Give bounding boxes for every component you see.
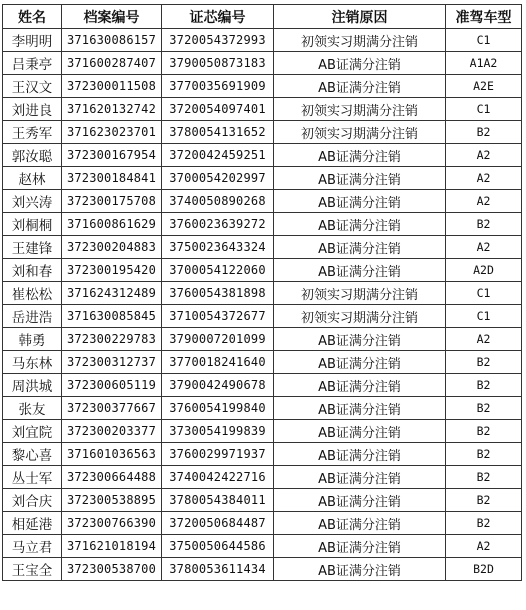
- cell-cancel-reason: AB证满分注销: [274, 466, 446, 489]
- cell-chip-number: 3780054131652: [162, 121, 274, 144]
- table-row: [3, 397, 522, 420]
- cell-name: 王汉文: [3, 75, 62, 98]
- cell-name: 郭汝聪: [3, 144, 62, 167]
- table-row: [3, 535, 522, 558]
- cell-vehicle-class: A2: [446, 190, 522, 213]
- cell-file-number: 372300011508: [62, 75, 162, 98]
- cell-name: 刘兴涛: [3, 190, 62, 213]
- cell-chip-number: 3740042422716: [162, 466, 274, 489]
- header-row: [3, 5, 522, 29]
- table-row: [3, 305, 522, 328]
- cell-cancel-reason: AB证满分注销: [274, 213, 446, 236]
- cell-vehicle-class: B2: [446, 121, 522, 144]
- cell-chip-number: 3720050684487: [162, 512, 274, 535]
- table-row: [3, 190, 522, 213]
- table-row: [3, 236, 522, 259]
- cell-chip-number: 3780053611434: [162, 558, 274, 581]
- cell-chip-number: 3730054199839: [162, 420, 274, 443]
- cell-name: 张友: [3, 397, 62, 420]
- cell-name: 王秀军: [3, 121, 62, 144]
- cell-file-number: 371600287407: [62, 52, 162, 75]
- header-cancel-reason: 注销原因: [274, 5, 446, 29]
- cell-file-number: 372300195420: [62, 259, 162, 282]
- cell-cancel-reason: AB证满分注销: [274, 190, 446, 213]
- cell-cancel-reason: AB证满分注销: [274, 512, 446, 535]
- cell-cancel-reason: 初领实习期满分注销: [274, 29, 446, 52]
- cell-vehicle-class: C1: [446, 98, 522, 121]
- table-row: [3, 259, 522, 282]
- cell-vehicle-class: A2: [446, 236, 522, 259]
- cell-vehicle-class: A2: [446, 167, 522, 190]
- cell-chip-number: 3720042459251: [162, 144, 274, 167]
- cell-chip-number: 3760054199840: [162, 397, 274, 420]
- license-cancellation-table: [2, 4, 522, 581]
- cell-cancel-reason: AB证满分注销: [274, 351, 446, 374]
- table-row: [3, 466, 522, 489]
- cell-file-number: 371623023701: [62, 121, 162, 144]
- cell-name: 马东林: [3, 351, 62, 374]
- table-row: [3, 75, 522, 98]
- cell-cancel-reason: AB证满分注销: [274, 374, 446, 397]
- cell-vehicle-class: B2: [446, 213, 522, 236]
- table-row: [3, 29, 522, 52]
- table-body: [3, 29, 522, 581]
- cell-file-number: 372300204883: [62, 236, 162, 259]
- cell-vehicle-class: B2: [446, 420, 522, 443]
- cell-vehicle-class: A2: [446, 535, 522, 558]
- cell-cancel-reason: AB证满分注销: [274, 236, 446, 259]
- cell-file-number: 371630086157: [62, 29, 162, 52]
- table-row: [3, 167, 522, 190]
- header-vehicle-class: 准驾车型: [446, 5, 522, 29]
- cell-vehicle-class: A1A2: [446, 52, 522, 75]
- header-name: 姓名: [3, 5, 62, 29]
- cell-file-number: 371630085845: [62, 305, 162, 328]
- cell-name: 黎心喜: [3, 443, 62, 466]
- cell-chip-number: 3790042490678: [162, 374, 274, 397]
- cell-name: 马立君: [3, 535, 62, 558]
- cell-cancel-reason: 初领实习期满分注销: [274, 305, 446, 328]
- cell-vehicle-class: B2: [446, 351, 522, 374]
- cell-file-number: 372300664488: [62, 466, 162, 489]
- cell-file-number: 372300538895: [62, 489, 162, 512]
- cell-file-number: 372300175708: [62, 190, 162, 213]
- cell-vehicle-class: B2: [446, 466, 522, 489]
- cell-cancel-reason: AB证满分注销: [274, 75, 446, 98]
- cell-name: 吕秉亭: [3, 52, 62, 75]
- cell-name: 刘合庆: [3, 489, 62, 512]
- cell-cancel-reason: 初领实习期满分注销: [274, 98, 446, 121]
- cell-cancel-reason: AB证满分注销: [274, 558, 446, 581]
- table-row: [3, 328, 522, 351]
- table-row: [3, 443, 522, 466]
- table-row: [3, 420, 522, 443]
- cell-vehicle-class: B2: [446, 512, 522, 535]
- cell-chip-number: 3740050890268: [162, 190, 274, 213]
- table-row: [3, 282, 522, 305]
- cell-file-number: 371600861629: [62, 213, 162, 236]
- cell-chip-number: 3760054381898: [162, 282, 274, 305]
- cell-cancel-reason: 初领实习期满分注销: [274, 121, 446, 144]
- cell-file-number: 371601036563: [62, 443, 162, 466]
- cell-name: 刘进良: [3, 98, 62, 121]
- cell-name: 相延港: [3, 512, 62, 535]
- cell-chip-number: 3770035691909: [162, 75, 274, 98]
- cell-name: 韩勇: [3, 328, 62, 351]
- cell-cancel-reason: AB证满分注销: [274, 489, 446, 512]
- cell-name: 王建锋: [3, 236, 62, 259]
- table-row: [3, 121, 522, 144]
- cell-cancel-reason: 初领实习期满分注销: [274, 282, 446, 305]
- cell-name: 李明明: [3, 29, 62, 52]
- table-row: [3, 374, 522, 397]
- cell-file-number: 372300538700: [62, 558, 162, 581]
- table-container: [2, 4, 522, 581]
- cell-vehicle-class: B2: [446, 397, 522, 420]
- cell-chip-number: 3750023643324: [162, 236, 274, 259]
- cell-name: 赵林: [3, 167, 62, 190]
- table-row: [3, 144, 522, 167]
- cell-chip-number: 3780054384011: [162, 489, 274, 512]
- cell-cancel-reason: AB证满分注销: [274, 259, 446, 282]
- header-chip-number: 证芯编号: [162, 5, 274, 29]
- table-row: [3, 351, 522, 374]
- cell-vehicle-class: A2E: [446, 75, 522, 98]
- cell-file-number: 372300167954: [62, 144, 162, 167]
- cell-file-number: 372300229783: [62, 328, 162, 351]
- cell-chip-number: 3700054202997: [162, 167, 274, 190]
- cell-file-number: 371621018194: [62, 535, 162, 558]
- cell-vehicle-class: C1: [446, 282, 522, 305]
- table-row: [3, 512, 522, 535]
- cell-chip-number: 3720054097401: [162, 98, 274, 121]
- cell-vehicle-class: B2: [446, 374, 522, 397]
- cell-cancel-reason: AB证满分注销: [274, 328, 446, 351]
- cell-vehicle-class: A2D: [446, 259, 522, 282]
- cell-vehicle-class: C1: [446, 29, 522, 52]
- cell-chip-number: 3790007201099: [162, 328, 274, 351]
- cell-name: 周洪城: [3, 374, 62, 397]
- table-row: [3, 213, 522, 236]
- table-row: [3, 52, 522, 75]
- cell-name: 刘桐桐: [3, 213, 62, 236]
- cell-name: 刘宜院: [3, 420, 62, 443]
- cell-vehicle-class: A2: [446, 144, 522, 167]
- cell-cancel-reason: AB证满分注销: [274, 443, 446, 466]
- cell-chip-number: 3760023639272: [162, 213, 274, 236]
- cell-chip-number: 3710054372677: [162, 305, 274, 328]
- cell-vehicle-class: A2: [446, 328, 522, 351]
- cell-name: 崔松松: [3, 282, 62, 305]
- cell-vehicle-class: B2: [446, 489, 522, 512]
- cell-chip-number: 3770018241640: [162, 351, 274, 374]
- cell-name: 丛士军: [3, 466, 62, 489]
- cell-file-number: 372300766390: [62, 512, 162, 535]
- cell-chip-number: 3720054372993: [162, 29, 274, 52]
- cell-name: 刘和春: [3, 259, 62, 282]
- cell-chip-number: 3790050873183: [162, 52, 274, 75]
- cell-file-number: 371624312489: [62, 282, 162, 305]
- cell-file-number: 372300184841: [62, 167, 162, 190]
- cell-vehicle-class: C1: [446, 305, 522, 328]
- cell-file-number: 372300605119: [62, 374, 162, 397]
- cell-file-number: 372300312737: [62, 351, 162, 374]
- cell-file-number: 371620132742: [62, 98, 162, 121]
- cell-name: 岳进浩: [3, 305, 62, 328]
- cell-cancel-reason: AB证满分注销: [274, 535, 446, 558]
- cell-file-number: 372300203377: [62, 420, 162, 443]
- cell-cancel-reason: AB证满分注销: [274, 52, 446, 75]
- header-file-number: 档案编号: [62, 5, 162, 29]
- table-row: [3, 558, 522, 581]
- cell-cancel-reason: AB证满分注销: [274, 144, 446, 167]
- cell-chip-number: 3700054122060: [162, 259, 274, 282]
- cell-vehicle-class: B2: [446, 443, 522, 466]
- cell-file-number: 372300377667: [62, 397, 162, 420]
- cell-chip-number: 3750050644586: [162, 535, 274, 558]
- table-row: [3, 489, 522, 512]
- cell-vehicle-class: B2D: [446, 558, 522, 581]
- cell-name: 王宝全: [3, 558, 62, 581]
- table-row: [3, 98, 522, 121]
- cell-chip-number: 3760029971937: [162, 443, 274, 466]
- cell-cancel-reason: AB证满分注销: [274, 397, 446, 420]
- cell-cancel-reason: AB证满分注销: [274, 167, 446, 190]
- cell-cancel-reason: AB证满分注销: [274, 420, 446, 443]
